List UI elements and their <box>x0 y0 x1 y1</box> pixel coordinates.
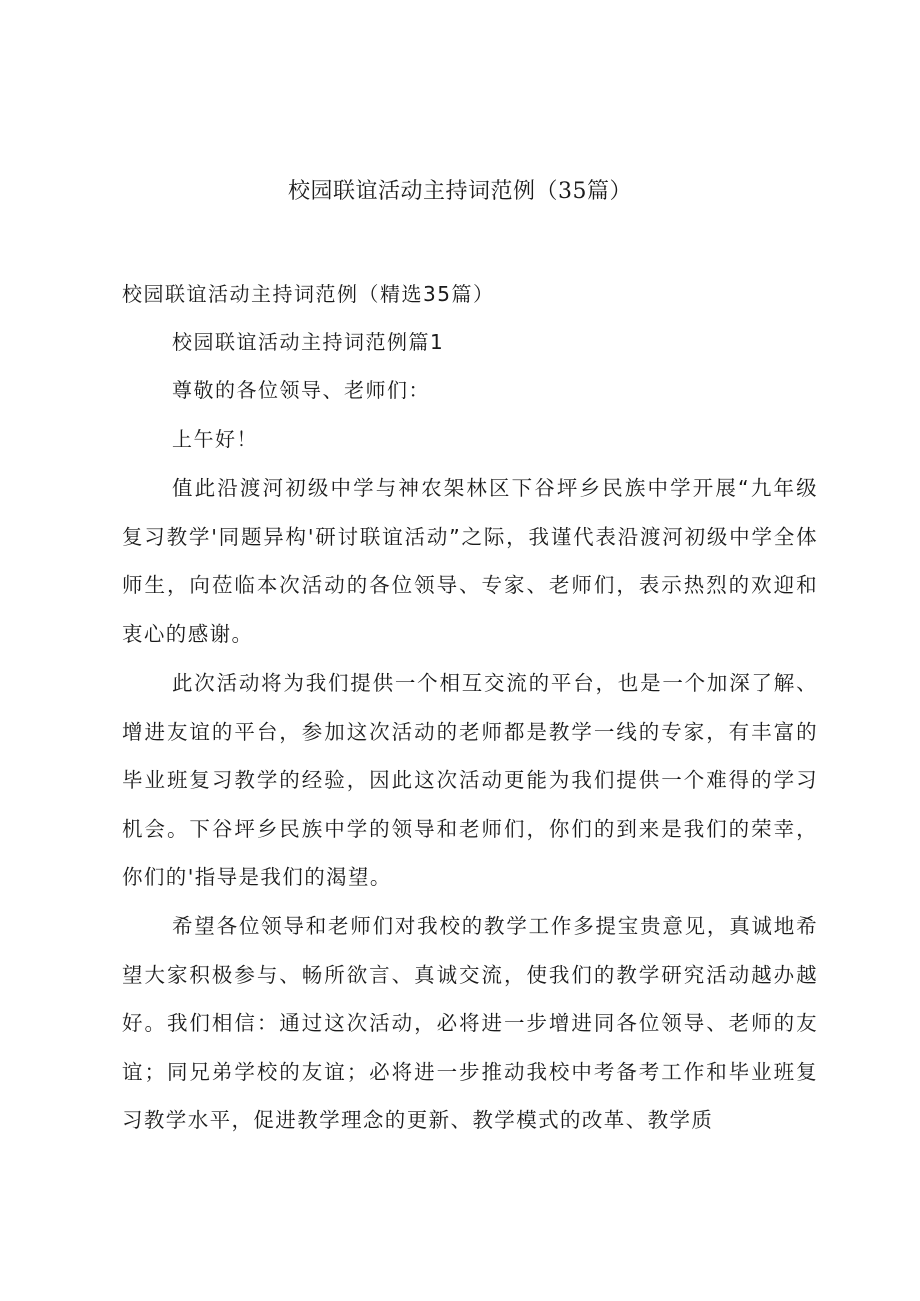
document-subtitle: 校园联谊活动主持词范例（精选35篇） <box>122 282 495 306</box>
section-heading: 校园联谊活动主持词范例篇1 <box>172 330 445 354</box>
body-paragraph: 希望各位领导和老师们对我校的教学工作多提宝贵意见，真诚地希望大家积极参与、畅所欲言、真诚交流，使我们的教学研究活动越办越好。我们相信：通过这次活动，必将进一步增进同各位领导、老师的友谊；同兄弟学校的友谊；必将进一步推动我校中考备考工作和毕业班复习教学水平，促进教学理念的更新、教学模式的改革、教学质 <box>122 914 818 1133</box>
document-title: 校园联谊活动主持词范例（35篇） <box>288 179 632 204</box>
body-paragraph: 此次活动将为我们提供一个相互交流的平台，也是一个加深了解、增进友谊的平台，参加这次活动的老师都是教学一线的专家，有丰富的毕业班复习教学的经验，因此这次活动更能为我们提供一个难得的学习机会。下谷坪乡民族中学的领导和老师们，你们的到来是我们的荣幸，你们的'指导是我们的渴望。 <box>122 671 818 890</box>
salutation: 尊敬的各位领导、老师们： <box>172 378 430 402</box>
body-paragraph: 值此沿渡河初级中学与神农架林区下谷坪乡民族中学开展“九年级复习教学'同题异构'研讨联谊活动”之际，我谨代表沿渡河初级中学全体师生，向莅临本次活动的各位领导、专家、老师们，表示热烈的欢迎和衷心的感谢。 <box>122 476 818 646</box>
greeting: 上午好！ <box>172 427 258 451</box>
